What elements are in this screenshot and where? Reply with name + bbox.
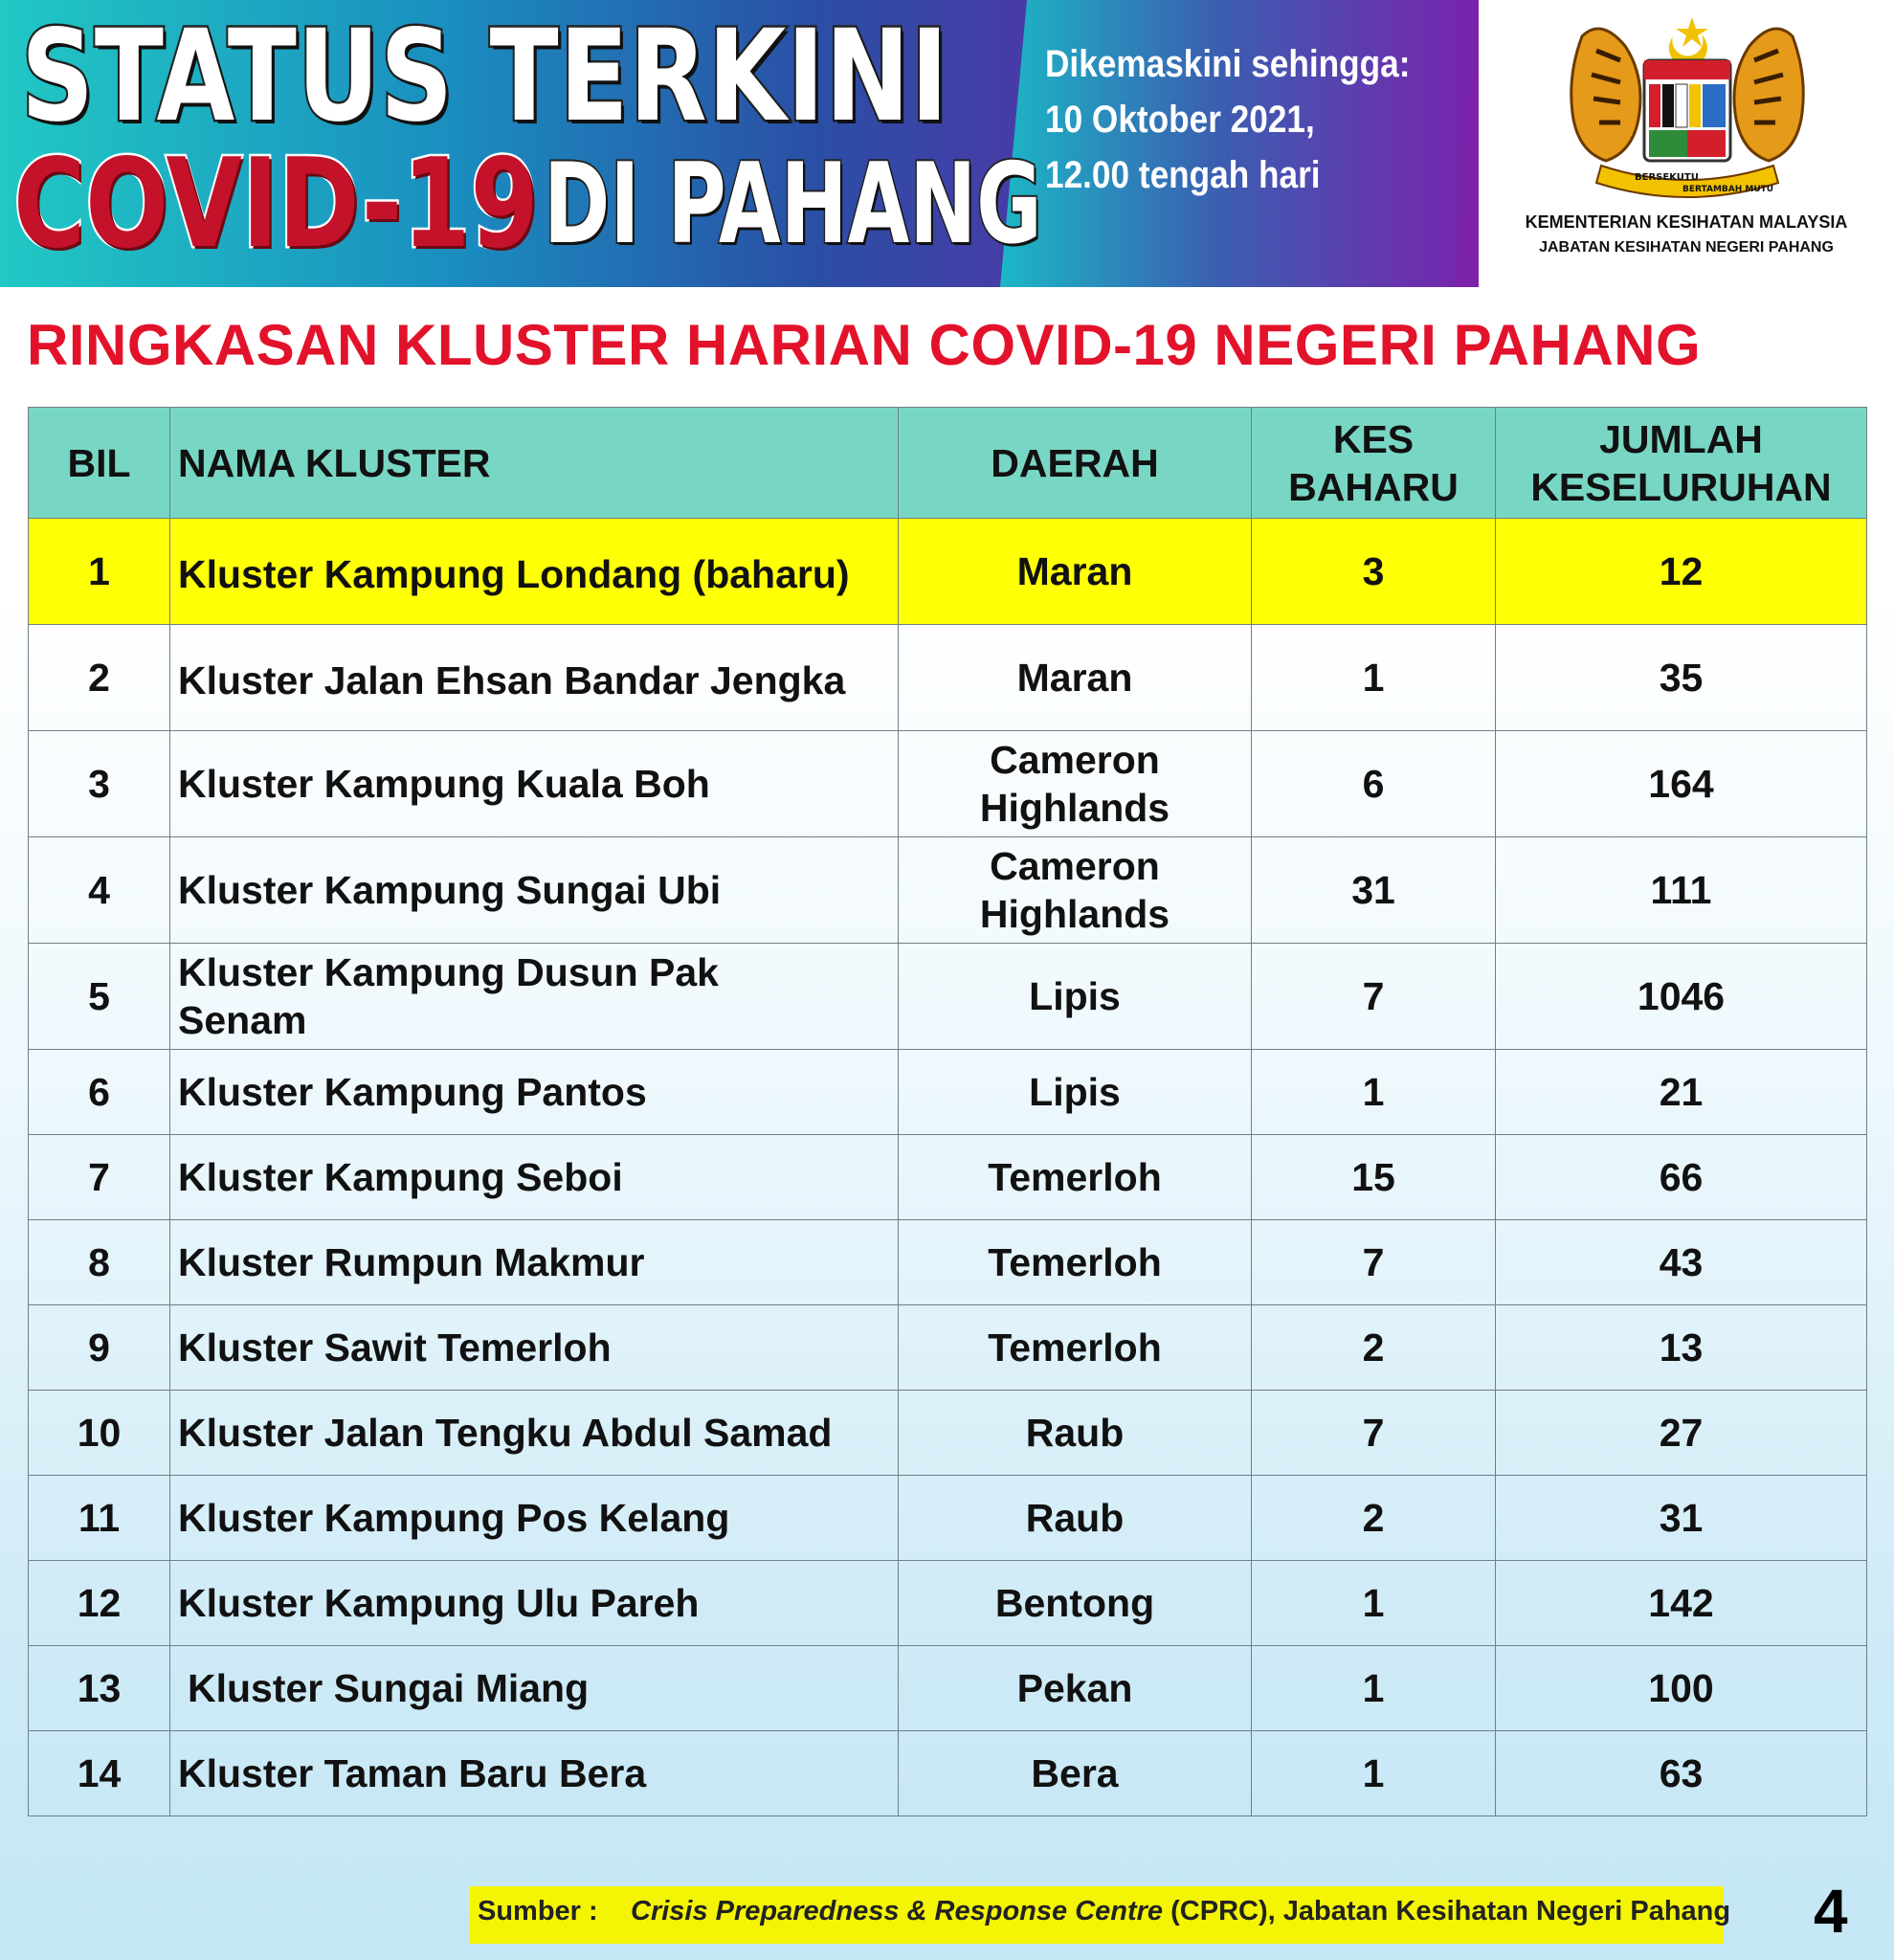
page-number: 4 [1814,1877,1848,1946]
cell-nama: Kluster Kampung Pos Kelang [170,1476,899,1561]
cell-daerah: Maran [899,519,1252,625]
cell-kes: 2 [1252,1476,1496,1561]
daerah-line2: Highlands [979,892,1170,936]
cell-bil: 13 [29,1646,170,1731]
table-row [29,1305,1867,1391]
daerah-line2: Highlands [979,786,1170,830]
source-label: Sumber : [478,1896,598,1927]
header-jumlah-line1: JUMLAH [1599,416,1763,461]
cell-daerah: Temerloh [899,1135,1252,1220]
nama-line1: Kluster Kampung Dusun Pak [178,950,719,994]
cell-daerah: Raub [899,1476,1252,1561]
title-di-pahang: DI PAHANG [544,140,1042,269]
cell-bil: 12 [29,1561,170,1646]
table-row [29,1646,1867,1731]
cell-kes: 1 [1252,1731,1496,1816]
cell-jumlah: 27 [1496,1391,1867,1476]
table-row [29,1731,1867,1816]
header-kes-baharu [1252,408,1496,519]
crest-motto-left: BERSEKUTU [1635,172,1699,183]
table-header-row [29,408,1867,519]
cell-kes: 15 [1252,1135,1496,1220]
updated-label: Dikemaskini sehingga: [1045,43,1411,85]
cell-kes: 2 [1252,1305,1496,1391]
cell-nama: Kluster Sawit Temerloh [170,1305,899,1391]
cell-daerah: Lipis [899,944,1252,1050]
page-title: RINGKASAN KLUSTER HARIAN COVID-19 NEGERI PAHANG [27,313,1702,377]
cell-nama: Kluster Jalan Ehsan Bandar Jengka [170,625,899,731]
cell-jumlah: 1046 [1496,944,1867,1050]
table-row [29,837,1867,944]
header-daerah: DAERAH [899,408,1252,519]
crest-motto-bottom: BERTAMBAH MUTU [1682,185,1774,194]
cell-jumlah: 13 [1496,1305,1867,1391]
cell-nama: Kluster Kampung Seboi [170,1135,899,1220]
header-nama-kluster: NAMA KLUSTER [170,408,899,519]
cell-jumlah: 164 [1496,731,1867,837]
cell-kes: 7 [1252,1391,1496,1476]
cluster-table [28,407,1867,1816]
cell-daerah [899,837,1252,944]
cell-jumlah: 21 [1496,1050,1867,1135]
cell-daerah: Temerloh [899,1220,1252,1305]
source-note [470,1886,1731,1944]
table-row [29,1476,1867,1561]
cell-jumlah: 66 [1496,1135,1867,1220]
ministry-name: KEMENTERIAN KESIHATAN MALAYSIA [1525,212,1848,232]
cell-bil: 4 [29,837,170,944]
cell-kes: 7 [1252,944,1496,1050]
cell-daerah: Temerloh [899,1305,1252,1391]
cell-bil: 10 [29,1391,170,1476]
cell-nama: Kluster Kampung Kuala Boh [170,731,899,837]
cell-kes: 31 [1252,837,1496,944]
table-row [29,1135,1867,1220]
updated-time: 12.00 tengah hari [1045,154,1321,196]
table-row [29,1391,1867,1476]
cell-kes: 7 [1252,1220,1496,1305]
cell-bil: 7 [29,1135,170,1220]
cell-daerah: Bentong [899,1561,1252,1646]
table-row [29,1050,1867,1135]
cell-nama: Kluster Jalan Tengku Abdul Samad [170,1391,899,1476]
cell-jumlah: 100 [1496,1646,1867,1731]
cell-kes: 1 [1252,1561,1496,1646]
cell-kes: 1 [1252,1646,1496,1731]
cell-jumlah: 12 [1496,519,1867,625]
cell-nama: Kluster Kampung Pantos [170,1050,899,1135]
header-jumlah-line2: KESELURUHAN [1530,464,1832,509]
cell-nama: Kluster Sungai Miang [170,1646,899,1731]
cell-jumlah: 63 [1496,1731,1867,1816]
malaysia-crest-icon [1544,8,1831,199]
cell-bil: 5 [29,944,170,1050]
cell-daerah [899,731,1252,837]
cell-nama: Kluster Kampung Londang (baharu) [170,519,899,625]
cell-jumlah: 31 [1496,1476,1867,1561]
logo-area [1479,0,1894,287]
cell-bil: 2 [29,625,170,731]
header-jumlah [1496,408,1867,519]
table-row [29,944,1867,1050]
cell-bil: 8 [29,1220,170,1305]
cell-nama: Kluster Kampung Ulu Pareh [170,1561,899,1646]
cell-bil: 14 [29,1731,170,1816]
cell-daerah: Raub [899,1391,1252,1476]
cell-daerah: Lipis [899,1050,1252,1135]
cell-nama: Kluster Rumpun Makmur [170,1220,899,1305]
table-row [29,625,1867,731]
cell-daerah: Maran [899,625,1252,731]
cell-kes: 3 [1252,519,1496,625]
cell-daerah: Bera [899,1731,1252,1816]
cell-daerah: Pekan [899,1646,1252,1731]
nama-line2: Senam [178,998,307,1042]
department-name: JABATAN KESIHATAN NEGERI PAHANG [1539,239,1834,256]
source-italic: Crisis Preparedness & Response Centre [631,1896,1164,1927]
cell-bil: 6 [29,1050,170,1135]
cell-nama: Kluster Taman Baru Bera [170,1731,899,1816]
header-kes-line2: BAHARU [1288,464,1459,509]
cell-jumlah: 142 [1496,1561,1867,1646]
cell-bil: 11 [29,1476,170,1561]
source-rest: (CPRC), Jabatan Kesihatan Negeri Pahang [1163,1896,1731,1927]
table-row [29,1561,1867,1646]
cell-kes: 1 [1252,1050,1496,1135]
table-row [29,731,1867,837]
cell-bil: 9 [29,1305,170,1391]
cell-bil: 1 [29,519,170,625]
cell-jumlah: 35 [1496,625,1867,731]
updated-date: 10 Oktober 2021, [1045,99,1315,141]
cell-kes: 6 [1252,731,1496,837]
cell-jumlah: 111 [1496,837,1867,944]
header-kes-line1: KES [1332,416,1415,461]
cell-nama: Kluster Kampung Sungai Ubi [170,837,899,944]
cell-nama [170,944,899,1050]
title-status-terkini: STATUS TERKINI [21,3,949,150]
title-covid: COVID-19 [13,133,539,276]
cell-kes: 1 [1252,625,1496,731]
header-bil: BIL [29,408,170,519]
daerah-line1: Cameron [990,844,1160,888]
table-row [29,519,1867,625]
update-info [1045,36,1410,203]
cell-bil: 3 [29,731,170,837]
header-banner [0,0,1479,287]
daerah-line1: Cameron [990,738,1160,782]
cell-jumlah: 43 [1496,1220,1867,1305]
table-row [29,1220,1867,1305]
